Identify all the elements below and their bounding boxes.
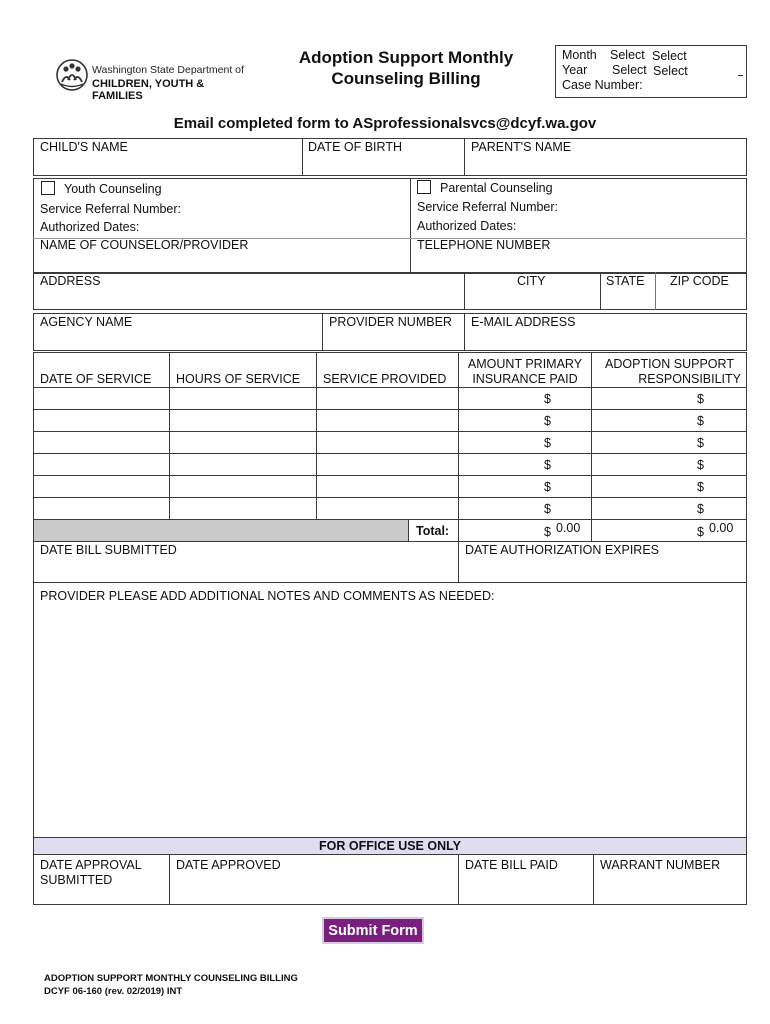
agency-name-field[interactable]: AGENCY NAME bbox=[40, 315, 133, 329]
parental-counseling-label: Parental Counseling bbox=[440, 181, 553, 195]
divider bbox=[169, 854, 170, 905]
month-select[interactable]: Select bbox=[610, 48, 645, 62]
date-bill-submitted-field[interactable]: DATE BILL SUBMITTED bbox=[40, 543, 177, 557]
divider bbox=[33, 431, 747, 432]
parental-referral-number[interactable]: Service Referral Number: bbox=[417, 200, 559, 214]
date-of-birth-field[interactable]: DATE OF BIRTH bbox=[308, 140, 402, 154]
logo-line-2: CHILDREN, YOUTH & FAMILIES bbox=[92, 78, 205, 102]
footer-form-number: DCYF 06-160 (rev. 02/2019) INT bbox=[44, 986, 183, 997]
year-select[interactable]: Select bbox=[612, 63, 647, 77]
form-title-line-2: Counseling Billing bbox=[331, 69, 481, 88]
city-field[interactable]: CITY bbox=[517, 274, 546, 288]
year-label: Year bbox=[562, 63, 588, 77]
provider-number-field[interactable]: PROVIDER NUMBER bbox=[329, 315, 452, 329]
youth-referral-number[interactable]: Service Referral Number: bbox=[40, 202, 182, 216]
divider bbox=[322, 313, 323, 351]
notes-box[interactable] bbox=[33, 582, 747, 838]
divider bbox=[408, 519, 409, 542]
total-label: Total: bbox=[416, 524, 450, 538]
month-year-case-box bbox=[555, 45, 747, 98]
row4-adoption-amount[interactable]: $ bbox=[697, 458, 704, 472]
date-authorization-expires-field[interactable]: DATE AUTHORIZATION EXPIRES bbox=[465, 543, 660, 557]
notes-label: PROVIDER PLEASE ADD ADDITIONAL NOTES AND COMMENTS AS NEEDED: bbox=[40, 589, 495, 603]
row1-primary-amount[interactable]: $ bbox=[544, 392, 551, 406]
divider bbox=[33, 387, 747, 388]
divider bbox=[302, 138, 303, 176]
family-emblem-icon bbox=[55, 58, 89, 92]
footer-form-title: ADOPTION SUPPORT MONTHLY COUNSELING BILLING bbox=[44, 973, 298, 984]
col-date-of-service: DATE OF SERVICE bbox=[40, 372, 152, 386]
total-shaded-band bbox=[34, 520, 408, 541]
divider bbox=[464, 138, 465, 176]
case-number-input[interactable] bbox=[646, 78, 741, 94]
case-number-label: Case Number: bbox=[562, 78, 643, 92]
row4-primary-amount[interactable]: $ bbox=[544, 458, 551, 472]
divider bbox=[33, 497, 747, 498]
date-approval-submitted-2: SUBMITTED bbox=[40, 873, 113, 887]
youth-authorized-dates[interactable]: Authorized Dates: bbox=[40, 220, 140, 234]
dcyf-logo bbox=[55, 58, 245, 102]
state-field[interactable]: STATE bbox=[606, 274, 645, 288]
col-primary-insurance-1: AMOUNT PRIMARY bbox=[467, 357, 583, 371]
row5-adoption-amount[interactable]: $ bbox=[697, 480, 704, 494]
row3-primary-amount[interactable]: $ bbox=[544, 436, 551, 450]
divider bbox=[464, 313, 465, 351]
divider bbox=[458, 541, 459, 583]
total-adoption-currency: $ bbox=[697, 525, 704, 539]
childs-name-field[interactable]: CHILD'S NAME bbox=[40, 140, 128, 154]
divider bbox=[464, 272, 465, 310]
office-use-header: FOR OFFICE USE ONLY bbox=[319, 839, 461, 853]
form-title-line-1: Adoption Support Monthly bbox=[298, 48, 514, 67]
divider bbox=[33, 409, 747, 410]
email-instruction: Email completed form to ASprofessionalsvcs@dcyf.wa.gov bbox=[173, 115, 597, 132]
youth-counseling-checkbox[interactable] bbox=[41, 181, 55, 195]
counselor-name-field[interactable]: NAME OF COUNSELOR/PROVIDER bbox=[40, 238, 249, 252]
row3-adoption-amount[interactable]: $ bbox=[697, 436, 704, 450]
telephone-number-field[interactable]: TELEPHONE NUMBER bbox=[417, 238, 551, 252]
row1-adoption-amount[interactable]: $ bbox=[697, 392, 704, 406]
year-dash bbox=[738, 75, 743, 76]
col-primary-insurance-2: INSURANCE PAID bbox=[472, 372, 578, 386]
col-adoption-support-1: ADOPTION SUPPORT bbox=[605, 357, 734, 371]
divider bbox=[593, 854, 594, 905]
divider bbox=[458, 854, 459, 905]
row2-adoption-amount[interactable]: $ bbox=[697, 414, 704, 428]
divider bbox=[410, 178, 411, 274]
date-bill-paid-field: DATE BILL PAID bbox=[465, 858, 558, 872]
year-value[interactable]: Select bbox=[653, 64, 688, 78]
date-approved-field: DATE APPROVED bbox=[176, 858, 281, 872]
col-adoption-support-2: RESPONSIBILITY bbox=[638, 372, 741, 386]
youth-counseling-label: Youth Counseling bbox=[64, 182, 162, 196]
divider bbox=[655, 272, 656, 310]
address-field[interactable]: ADDRESS bbox=[40, 274, 101, 288]
zip-code-field[interactable]: ZIP CODE bbox=[670, 274, 729, 288]
month-label: Month bbox=[562, 48, 597, 62]
parental-counseling-checkbox[interactable] bbox=[417, 180, 431, 194]
divider bbox=[33, 475, 747, 476]
row5-primary-amount[interactable]: $ bbox=[544, 480, 551, 494]
logo-line-1: Washington State Department of bbox=[92, 64, 244, 76]
divider bbox=[316, 352, 317, 520]
row6-adoption-amount[interactable]: $ bbox=[697, 502, 704, 516]
date-approval-submitted-1: DATE APPROVAL bbox=[40, 858, 142, 872]
month-value[interactable]: Select bbox=[652, 49, 687, 63]
email-address-field[interactable]: E-MAIL ADDRESS bbox=[471, 315, 576, 329]
total-adoption-value: 0.00 bbox=[709, 521, 734, 535]
col-hours-of-service: HOURS OF SERVICE bbox=[176, 372, 301, 386]
row2-primary-amount[interactable]: $ bbox=[544, 414, 551, 428]
col-service-provided: SERVICE PROVIDED bbox=[323, 372, 447, 386]
parental-authorized-dates[interactable]: Authorized Dates: bbox=[417, 219, 517, 233]
total-primary-value: 0.00 bbox=[556, 521, 581, 535]
divider bbox=[33, 453, 747, 454]
divider bbox=[169, 352, 170, 520]
row6-primary-amount[interactable]: $ bbox=[544, 502, 551, 516]
submit-form-button[interactable]: Submit Form bbox=[322, 917, 424, 944]
parents-name-field[interactable]: PARENT'S NAME bbox=[471, 140, 572, 154]
total-primary-currency: $ bbox=[544, 525, 551, 539]
warrant-number-field: WARRANT NUMBER bbox=[600, 858, 721, 872]
divider bbox=[600, 272, 601, 310]
